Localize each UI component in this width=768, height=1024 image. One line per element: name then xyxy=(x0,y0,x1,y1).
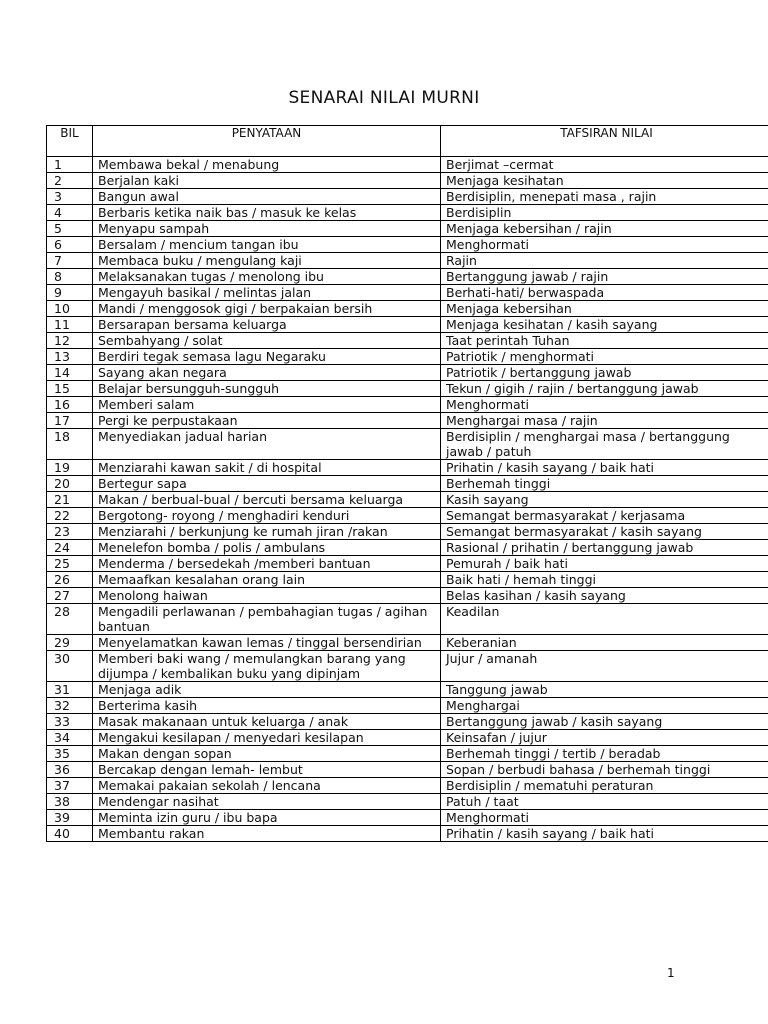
cell-pernyataan: Makan / berbual-bual / bercuti bersama keluarga xyxy=(93,492,441,508)
cell-bil: 30 xyxy=(47,651,93,682)
cell-tafsiran: Patriotik / bertanggung jawab xyxy=(441,365,768,381)
table-row xyxy=(47,826,768,842)
cell-tafsiran: Patriotik / menghormati xyxy=(441,349,768,365)
cell-bil: 31 xyxy=(47,682,93,698)
table-row xyxy=(47,762,768,778)
cell-tafsiran: Keadilan xyxy=(441,604,768,635)
table-row xyxy=(47,730,768,746)
cell-bil: 11 xyxy=(47,317,93,333)
cell-tafsiran: Berhemah tinggi xyxy=(441,476,768,492)
cell-pernyataan: Menziarahi / berkunjung ke rumah jiran /rakan xyxy=(93,524,441,540)
cell-tafsiran: Berdisiplin / mematuhi peraturan xyxy=(441,778,768,794)
table-row xyxy=(47,604,768,635)
table-row xyxy=(47,746,768,762)
cell-tafsiran: Rasional / prihatin / bertanggung jawab xyxy=(441,540,768,556)
header-pernyataan: PENYATAAN xyxy=(93,126,441,157)
table-row xyxy=(47,476,768,492)
cell-tafsiran: Kasih sayang xyxy=(441,492,768,508)
cell-bil: 6 xyxy=(47,237,93,253)
cell-bil: 17 xyxy=(47,413,93,429)
cell-pernyataan: Memberi baki wang / memulangkan barang yang dijumpa / kembalikan buku yang dipinjam xyxy=(93,651,441,682)
cell-pernyataan: Melaksanakan tugas / menolong ibu xyxy=(93,269,441,285)
cell-pernyataan: Bersarapan bersama keluarga xyxy=(93,317,441,333)
table-row xyxy=(47,635,768,651)
cell-bil: 7 xyxy=(47,253,93,269)
cell-bil: 14 xyxy=(47,365,93,381)
cell-bil: 20 xyxy=(47,476,93,492)
cell-pernyataan: Mandi / menggosok gigi / berpakaian bersih xyxy=(93,301,441,317)
cell-pernyataan: Membantu rakan xyxy=(93,826,441,842)
cell-pernyataan: Sayang akan negara xyxy=(93,365,441,381)
cell-bil: 28 xyxy=(47,604,93,635)
cell-bil: 18 xyxy=(47,429,93,460)
cell-tafsiran: Menjaga kesihatan / kasih sayang xyxy=(441,317,768,333)
cell-pernyataan: Membaca buku / mengulang kaji xyxy=(93,253,441,269)
table-row xyxy=(47,333,768,349)
cell-pernyataan: Mengayuh basikal / melintas jalan xyxy=(93,285,441,301)
cell-tafsiran: Berdisiplin xyxy=(441,205,768,221)
cell-bil: 39 xyxy=(47,810,93,826)
table-row xyxy=(47,317,768,333)
cell-pernyataan: Berjalan kaki xyxy=(93,173,441,189)
cell-tafsiran: Menjaga kebersihan xyxy=(441,301,768,317)
cell-bil: 9 xyxy=(47,285,93,301)
cell-bil: 16 xyxy=(47,397,93,413)
cell-bil: 3 xyxy=(47,189,93,205)
cell-tafsiran: Keberanian xyxy=(441,635,768,651)
cell-pernyataan: Menolong haiwan xyxy=(93,588,441,604)
cell-pernyataan: Masak makanaan untuk keluarga / anak xyxy=(93,714,441,730)
table-row xyxy=(47,157,768,173)
table-body xyxy=(47,157,768,842)
cell-bil: 36 xyxy=(47,762,93,778)
cell-tafsiran: Berhati-hati/ berwaspada xyxy=(441,285,768,301)
cell-pernyataan: Membawa bekal / menabung xyxy=(93,157,441,173)
table-row xyxy=(47,365,768,381)
table-row xyxy=(47,810,768,826)
cell-tafsiran: Menjaga kebersihan / rajin xyxy=(441,221,768,237)
cell-tafsiran: Berdisiplin / menghargai masa / bertanggung jawab / patuh xyxy=(441,429,768,460)
table-row xyxy=(47,651,768,682)
cell-pernyataan: Berdiri tegak semasa lagu Negaraku xyxy=(93,349,441,365)
cell-pernyataan: Sembahyang / solat xyxy=(93,333,441,349)
cell-bil: 1 xyxy=(47,157,93,173)
table-row xyxy=(47,189,768,205)
cell-tafsiran: Taat perintah Tuhan xyxy=(441,333,768,349)
cell-pernyataan: Mendengar nasihat xyxy=(93,794,441,810)
cell-tafsiran: Bertanggung jawab / rajin xyxy=(441,269,768,285)
cell-pernyataan: Pergi ke perpustakaan xyxy=(93,413,441,429)
table-row xyxy=(47,173,768,189)
cell-pernyataan: Mengadili perlawanan / pembahagian tugas / agihan bantuan xyxy=(93,604,441,635)
table-row xyxy=(47,460,768,476)
cell-bil: 34 xyxy=(47,730,93,746)
cell-tafsiran: Prihatin / kasih sayang / baik hati xyxy=(441,460,768,476)
table-row xyxy=(47,397,768,413)
cell-tafsiran: Menghormati xyxy=(441,237,768,253)
cell-tafsiran: Rajin xyxy=(441,253,768,269)
cell-bil: 29 xyxy=(47,635,93,651)
cell-pernyataan: Menyediakan jadual harian xyxy=(93,429,441,460)
cell-bil: 32 xyxy=(47,698,93,714)
cell-pernyataan: Memberi salam xyxy=(93,397,441,413)
table-row xyxy=(47,205,768,221)
values-table xyxy=(46,125,768,842)
cell-tafsiran: Prihatin / kasih sayang / baik hati xyxy=(441,826,768,842)
cell-pernyataan: Bercakap dengan lemah- lembut xyxy=(93,762,441,778)
cell-bil: 27 xyxy=(47,588,93,604)
cell-bil: 33 xyxy=(47,714,93,730)
cell-pernyataan: Bersalam / mencium tangan ibu xyxy=(93,237,441,253)
cell-pernyataan: Bertegur sapa xyxy=(93,476,441,492)
table-row xyxy=(47,794,768,810)
cell-bil: 25 xyxy=(47,556,93,572)
table-row xyxy=(47,714,768,730)
cell-bil: 15 xyxy=(47,381,93,397)
cell-tafsiran: Keinsafan / jujur xyxy=(441,730,768,746)
cell-pernyataan: Bergotong- royong / menghadiri kenduri xyxy=(93,508,441,524)
cell-pernyataan: Menjaga adik xyxy=(93,682,441,698)
table-row xyxy=(47,540,768,556)
table-row xyxy=(47,682,768,698)
cell-pernyataan: Berbaris ketika naik bas / masuk ke kelas xyxy=(93,205,441,221)
cell-bil: 8 xyxy=(47,269,93,285)
table-row xyxy=(47,269,768,285)
table-row xyxy=(47,349,768,365)
cell-tafsiran: Baik hati / hemah tinggi xyxy=(441,572,768,588)
cell-tafsiran: Menghormati xyxy=(441,397,768,413)
page-title: SENARAI NILAI MURNI xyxy=(288,88,480,108)
cell-pernyataan: Memakai pakaian sekolah / lencana xyxy=(93,778,441,794)
cell-pernyataan: Belajar bersungguh-sungguh xyxy=(93,381,441,397)
table-row xyxy=(47,253,768,269)
table-header-row xyxy=(47,126,768,157)
cell-tafsiran: Belas kasihan / kasih sayang xyxy=(441,588,768,604)
cell-tafsiran: Menghormati xyxy=(441,810,768,826)
cell-pernyataan: Makan dengan sopan xyxy=(93,746,441,762)
header-tafsiran: TAFSIRAN NILAI xyxy=(441,126,768,157)
cell-tafsiran: Patuh / taat xyxy=(441,794,768,810)
cell-pernyataan: Berterima kasih xyxy=(93,698,441,714)
table-row xyxy=(47,221,768,237)
cell-pernyataan: Menyapu sampah xyxy=(93,221,441,237)
cell-bil: 26 xyxy=(47,572,93,588)
table-row xyxy=(47,572,768,588)
cell-bil: 23 xyxy=(47,524,93,540)
cell-tafsiran: Tanggung jawab xyxy=(441,682,768,698)
cell-bil: 24 xyxy=(47,540,93,556)
cell-tafsiran: Sopan / berbudi bahasa / berhemah tinggi xyxy=(441,762,768,778)
table-row xyxy=(47,381,768,397)
cell-tafsiran: Pemurah / baik hati xyxy=(441,556,768,572)
cell-tafsiran: Berhemah tinggi / tertib / beradab xyxy=(441,746,768,762)
cell-bil: 21 xyxy=(47,492,93,508)
table-row xyxy=(47,524,768,540)
cell-bil: 10 xyxy=(47,301,93,317)
cell-tafsiran: Semangat bermasyarakat / kerjasama xyxy=(441,508,768,524)
table-row xyxy=(47,698,768,714)
cell-bil: 38 xyxy=(47,794,93,810)
table-row xyxy=(47,556,768,572)
table-row xyxy=(47,508,768,524)
cell-tafsiran: Berjimat –cermat xyxy=(441,157,768,173)
cell-bil: 19 xyxy=(47,460,93,476)
cell-bil: 4 xyxy=(47,205,93,221)
cell-tafsiran: Berdisiplin, menepati masa , rajin xyxy=(441,189,768,205)
table-row xyxy=(47,588,768,604)
cell-bil: 12 xyxy=(47,333,93,349)
cell-bil: 40 xyxy=(47,826,93,842)
cell-pernyataan: Menziarahi kawan sakit / di hospital xyxy=(93,460,441,476)
cell-bil: 37 xyxy=(47,778,93,794)
table-row xyxy=(47,413,768,429)
cell-pernyataan: Memaafkan kesalahan orang lain xyxy=(93,572,441,588)
cell-bil: 22 xyxy=(47,508,93,524)
cell-pernyataan: Menelefon bomba / polis / ambulans xyxy=(93,540,441,556)
cell-pernyataan: Menyelamatkan kawan lemas / tinggal bersendirian xyxy=(93,635,441,651)
cell-bil: 13 xyxy=(47,349,93,365)
cell-tafsiran: Menjaga kesihatan xyxy=(441,173,768,189)
cell-pernyataan: Mengakui kesilapan / menyedari kesilapan xyxy=(93,730,441,746)
table-row xyxy=(47,492,768,508)
cell-bil: 35 xyxy=(47,746,93,762)
cell-bil: 2 xyxy=(47,173,93,189)
cell-tafsiran: Semangat bermasyarakat / kasih sayang xyxy=(441,524,768,540)
table-row xyxy=(47,429,768,460)
table-row xyxy=(47,285,768,301)
cell-tafsiran: Tekun / gigih / rajin / bertanggung jawab xyxy=(441,381,768,397)
cell-bil: 5 xyxy=(47,221,93,237)
table-row xyxy=(47,237,768,253)
cell-pernyataan: Meminta izin guru / ibu bapa xyxy=(93,810,441,826)
cell-tafsiran: Menghargai masa / rajin xyxy=(441,413,768,429)
cell-tafsiran: Jujur / amanah xyxy=(441,651,768,682)
cell-pernyataan: Bangun awal xyxy=(93,189,441,205)
header-bil: BIL xyxy=(47,126,93,157)
cell-pernyataan: Menderma / bersedekah /memberi bantuan xyxy=(93,556,441,572)
table-row xyxy=(47,778,768,794)
page-number: 1 xyxy=(667,966,675,980)
cell-tafsiran: Bertanggung jawab / kasih sayang xyxy=(441,714,768,730)
cell-tafsiran: Menghargai xyxy=(441,698,768,714)
table-row xyxy=(47,301,768,317)
